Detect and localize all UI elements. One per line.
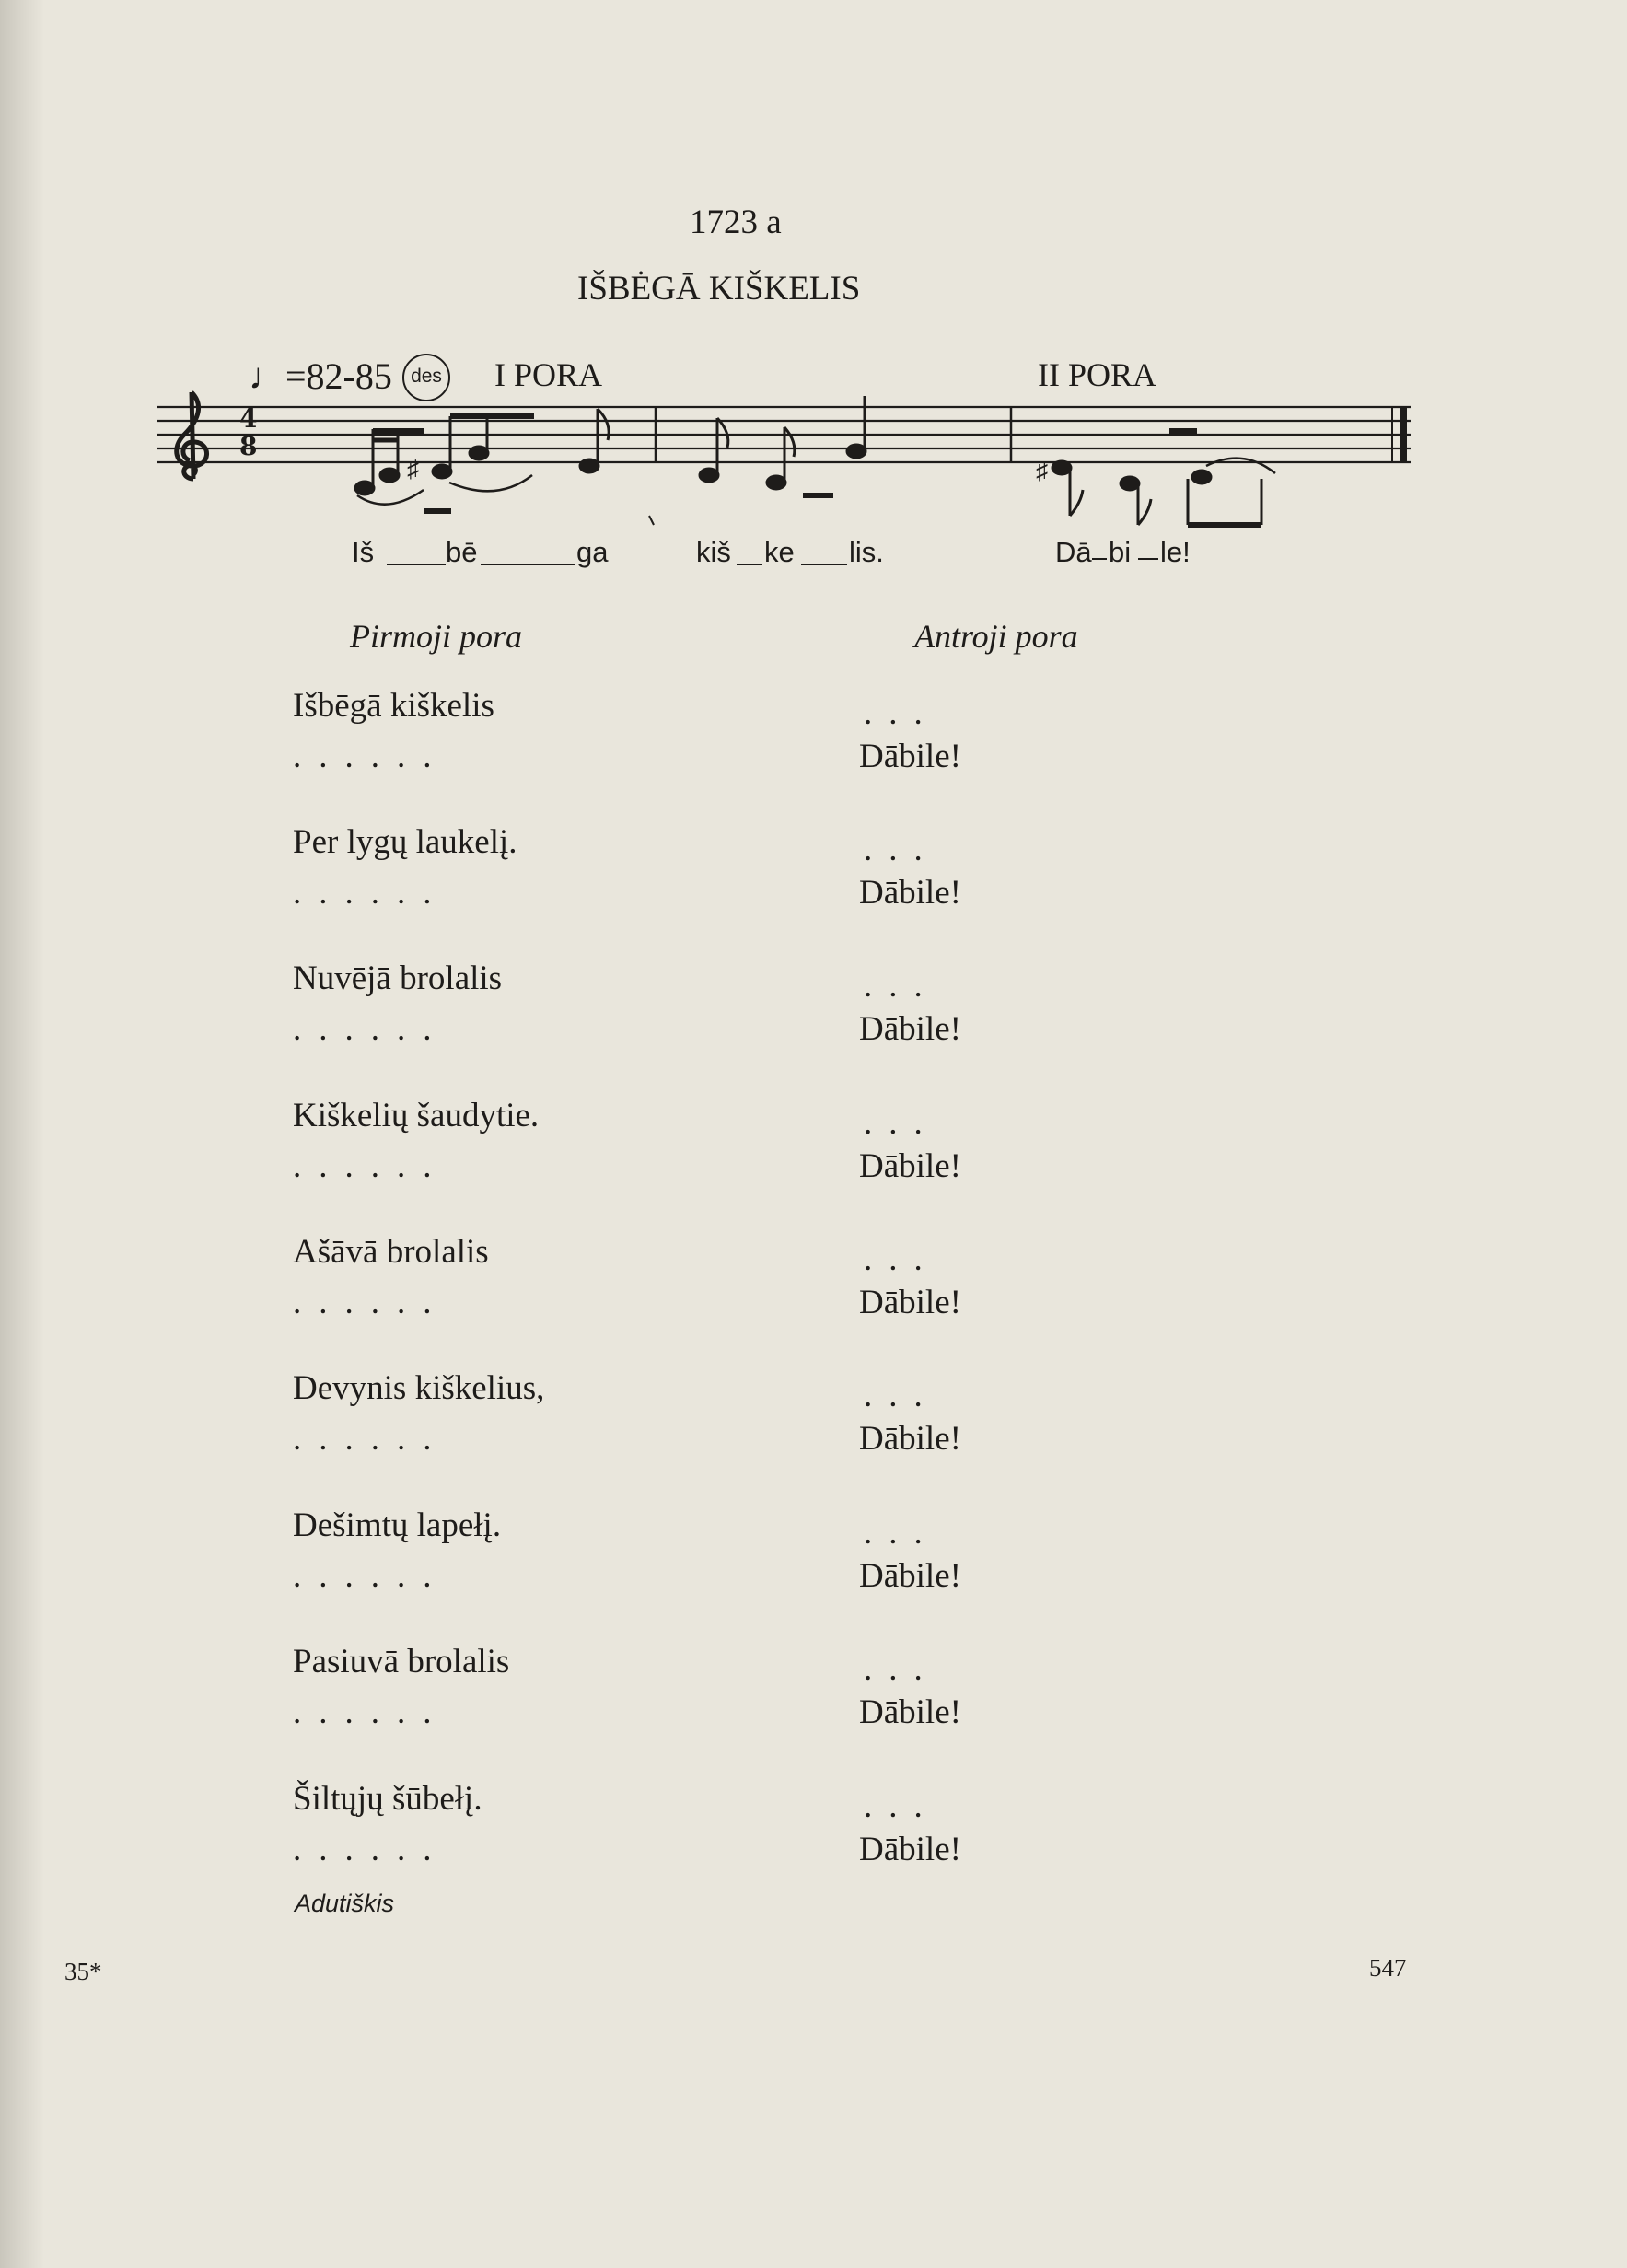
- svg-text:♯: ♯: [1036, 458, 1048, 484]
- verse-line: Dešimtų lapełį.: [293, 1506, 502, 1544]
- verse-dots: ...: [864, 1104, 939, 1142]
- verse-dots: ......: [293, 1010, 449, 1048]
- lyric-syllable: ga: [576, 536, 609, 568]
- lyric-hyphen: [1092, 558, 1107, 560]
- lyric-syllable: kiš: [696, 536, 731, 568]
- verse-dots: ......: [293, 738, 449, 775]
- svg-text:♯: ♯: [407, 456, 419, 483]
- verse-response: Dābile!: [859, 1831, 961, 1868]
- lyric-extender: [387, 564, 446, 565]
- lyric-syllable: le!: [1160, 536, 1191, 568]
- part-one-label: I PORA: [494, 356, 603, 393]
- lyric-extender: [737, 564, 762, 565]
- measure-1: [355, 409, 654, 525]
- verse-response: Dābile!: [859, 1147, 961, 1185]
- key-mark-circle: des: [402, 354, 450, 401]
- verse-dots: ......: [293, 1284, 449, 1321]
- verse-response: Dābile!: [859, 874, 961, 912]
- time-signature-top: 4: [239, 403, 258, 434]
- verse-dots: ...: [864, 967, 939, 1005]
- lyric-hyphen: [1138, 558, 1158, 560]
- verse-dots: ......: [293, 874, 449, 912]
- measure-3: [1036, 431, 1275, 525]
- verse-dots: ...: [864, 1650, 939, 1688]
- verse-dots: ......: [293, 1420, 449, 1458]
- verse-response: Dābile!: [859, 1284, 961, 1321]
- verse-dots: ...: [864, 1787, 939, 1825]
- verse-dots: ......: [293, 1693, 449, 1731]
- verse-response: Dābile!: [859, 1557, 961, 1595]
- column-heading-right: Antroji pora: [914, 618, 1078, 655]
- song-title: IŠBĖGĀ KIŠKELIS: [577, 270, 861, 308]
- lyric-syllable: bē: [446, 536, 478, 568]
- time-signature-bottom: 8: [239, 431, 258, 461]
- verse-response: Dābile!: [859, 1420, 961, 1458]
- verse-line: Nuvējā brolalis: [293, 960, 503, 997]
- verse-dots: ...: [864, 1377, 939, 1414]
- lyric-extender: [481, 564, 575, 565]
- verse-line: Ašāvā brolalis: [293, 1233, 489, 1271]
- signature-mark: 35*: [64, 1958, 102, 1985]
- lyric-syllable: lis.: [849, 536, 884, 568]
- lyric-syllable: Iš: [352, 536, 375, 568]
- verse-dots: ...: [864, 694, 939, 732]
- verse-line: Pasiuvā brolalis: [293, 1643, 510, 1681]
- page-number: 547: [1369, 1954, 1407, 1982]
- verse-line: Kiškelių šaudytie.: [293, 1097, 540, 1134]
- tempo-marking: ♩=82-85: [249, 355, 392, 397]
- lyric-syllable: ke: [764, 536, 795, 568]
- verse-dots: ......: [293, 1831, 449, 1868]
- lyric-syllable: Dā: [1055, 536, 1092, 568]
- place-name: Adutiškis: [295, 1890, 395, 1917]
- verse-dots: ...: [864, 1514, 939, 1552]
- verse-dots: ......: [293, 1147, 449, 1185]
- verse-dots: ......: [293, 1557, 449, 1595]
- staff: [147, 387, 1418, 543]
- page-edge-shadow: [0, 0, 44, 2268]
- verse-line: Šiltųjų šūbełį.: [293, 1780, 482, 1818]
- verse-line: Per lygų laukelį.: [293, 823, 517, 861]
- verse-response: Dābile!: [859, 738, 961, 775]
- verse-line: Devynis kiškelius,: [293, 1369, 545, 1407]
- song-number: 1723 a: [690, 204, 782, 241]
- column-heading-left: Pirmoji pora: [350, 618, 523, 655]
- part-two-label: II PORA: [1038, 356, 1157, 393]
- measure-2: [700, 396, 866, 495]
- lyric-syllable: bi: [1109, 536, 1132, 568]
- verse-response: Dābile!: [859, 1010, 961, 1048]
- verse-response: Dābile!: [859, 1693, 961, 1731]
- verse-dots: ...: [864, 831, 939, 868]
- lyric-extender: [801, 564, 847, 565]
- verse-line: Išbēgā kiškelis: [293, 687, 494, 725]
- verse-dots: ...: [864, 1240, 939, 1278]
